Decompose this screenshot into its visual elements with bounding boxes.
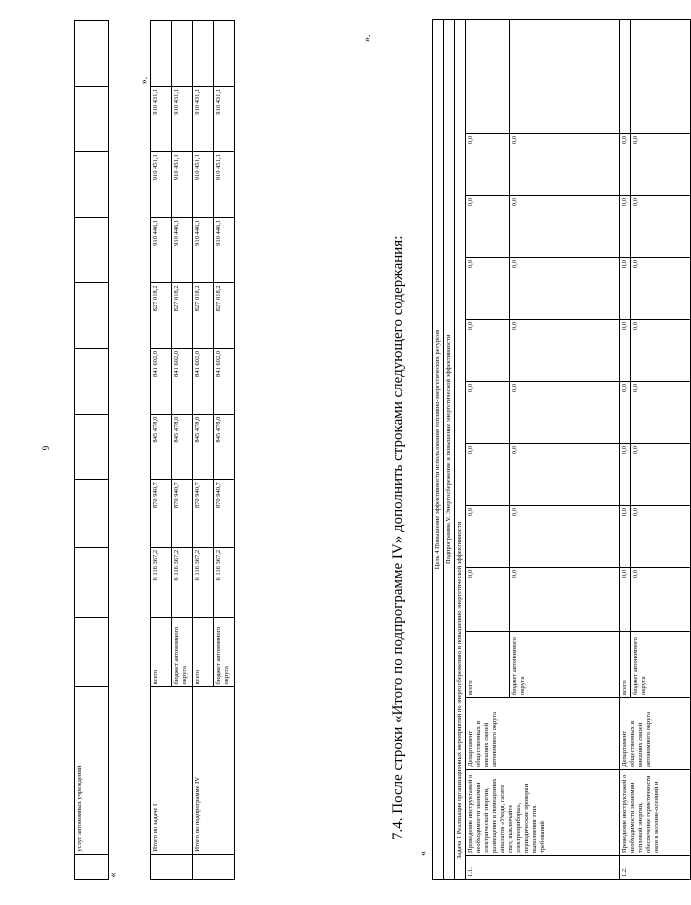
activity-name: Проведение инструктажей о необходимости экономии тепловой энергии, обеспечение герметичности окон в весенне-осенний и: [620, 770, 691, 856]
bottom-table: [432, 19, 691, 880]
table-row: Итого по подпрограмме IV всего 6 116 367,2 870 940,7 845 478,0 841 602,0 827 018,2 910 446,1 910 451,1 910 431,1: [193, 21, 214, 880]
table-row: бюджет автономного округа 6 116 367,2 870 940,7 845 478,0 841 602,0 827 018,2 910 446,1 910 451,1 910 431,1: [214, 21, 235, 880]
table-row: бюджет автономного округа 0,0 0,0 0,0 0,0 0,0 0,0 0,0 0,0: [631, 19, 691, 879]
table-row: 1.1. Проведение инструктажей о необходимости экономии электрической энергии, размещение в помещениях аншлагов «Уходя, гасите свет, выключайте электроприборы», периодические проверки выполнения этих требований Департамент общественных и внешних связей автономного округа всего 0,0 0,0 0,0 0,0 0,0 0,0 0,0 0,0: [466, 19, 510, 879]
goal-row: Цель 4 Повышение эффективности использования топливно-энергетических ресурсов: [433, 19, 444, 879]
close-quote: ».: [362, 34, 373, 42]
section-heading: 7.4. После строки «Итого по подпрограмме IV» дополнить строками следующего содержания:: [390, 235, 406, 840]
table-cell-fragment: услуг автономных учреждений: [75, 687, 109, 854]
table-row: бюджет автономного округа 0,0 0,0 0,0 0,0 0,0 0,0 0,0 0,0: [510, 19, 620, 879]
row-label: Итого по задаче I: [151, 687, 193, 854]
executor: Департамент общественных и внешних связей автономного округа: [620, 698, 691, 770]
table-row: 1.2. Проведение инструктажей о необходимости экономии тепловой энергии, обеспечение герметичности окон в весенне-осенний и Департамент общественных и внешних связей автономного округа всего 0,0 0,0 0,0 0,0 0,0 0,0 0,0 0,0: [620, 19, 631, 879]
activity-name: Проведение инструктажей о необходимости экономии электрической энергии, размещение в помещениях аншлагов «Уходя, гасите свет, выключайте электроприборы», периодические проверки выполнения этих требований: [466, 770, 620, 856]
row-label: Итого по подпрограмме IV: [193, 687, 235, 854]
open-quote: «: [418, 851, 429, 856]
page-number: 9: [41, 445, 51, 451]
top-table: [74, 20, 235, 880]
executor: Департамент общественных и внешних связей автономного округа: [466, 698, 620, 770]
table-row: бюджет автономного округа 6 116 367,2 870 940,7 845 478,0 841 602,0 827 018,2 910 446,1 910 451,1 910 431,1: [172, 21, 193, 880]
open-quote: «: [108, 872, 119, 878]
subprogram-row: Подпрограмма V. Энергосбережение и повышение энергетической эффективности: [444, 19, 455, 879]
rotated-page-content: [60, 20, 660, 880]
close-quote: ».: [139, 76, 150, 85]
table-row: Итого по задаче I всего 6 116 367,2 870 940,7 845 478,0 841 602,0 827 018,2 910 446,1 910 451,1 910 431,1: [151, 21, 172, 880]
table-cell: [75, 854, 109, 879]
task-row: Задача 1 Реализация организационных мероприятий по энергосбережению и повышению энергетической эффективности: [455, 19, 466, 879]
